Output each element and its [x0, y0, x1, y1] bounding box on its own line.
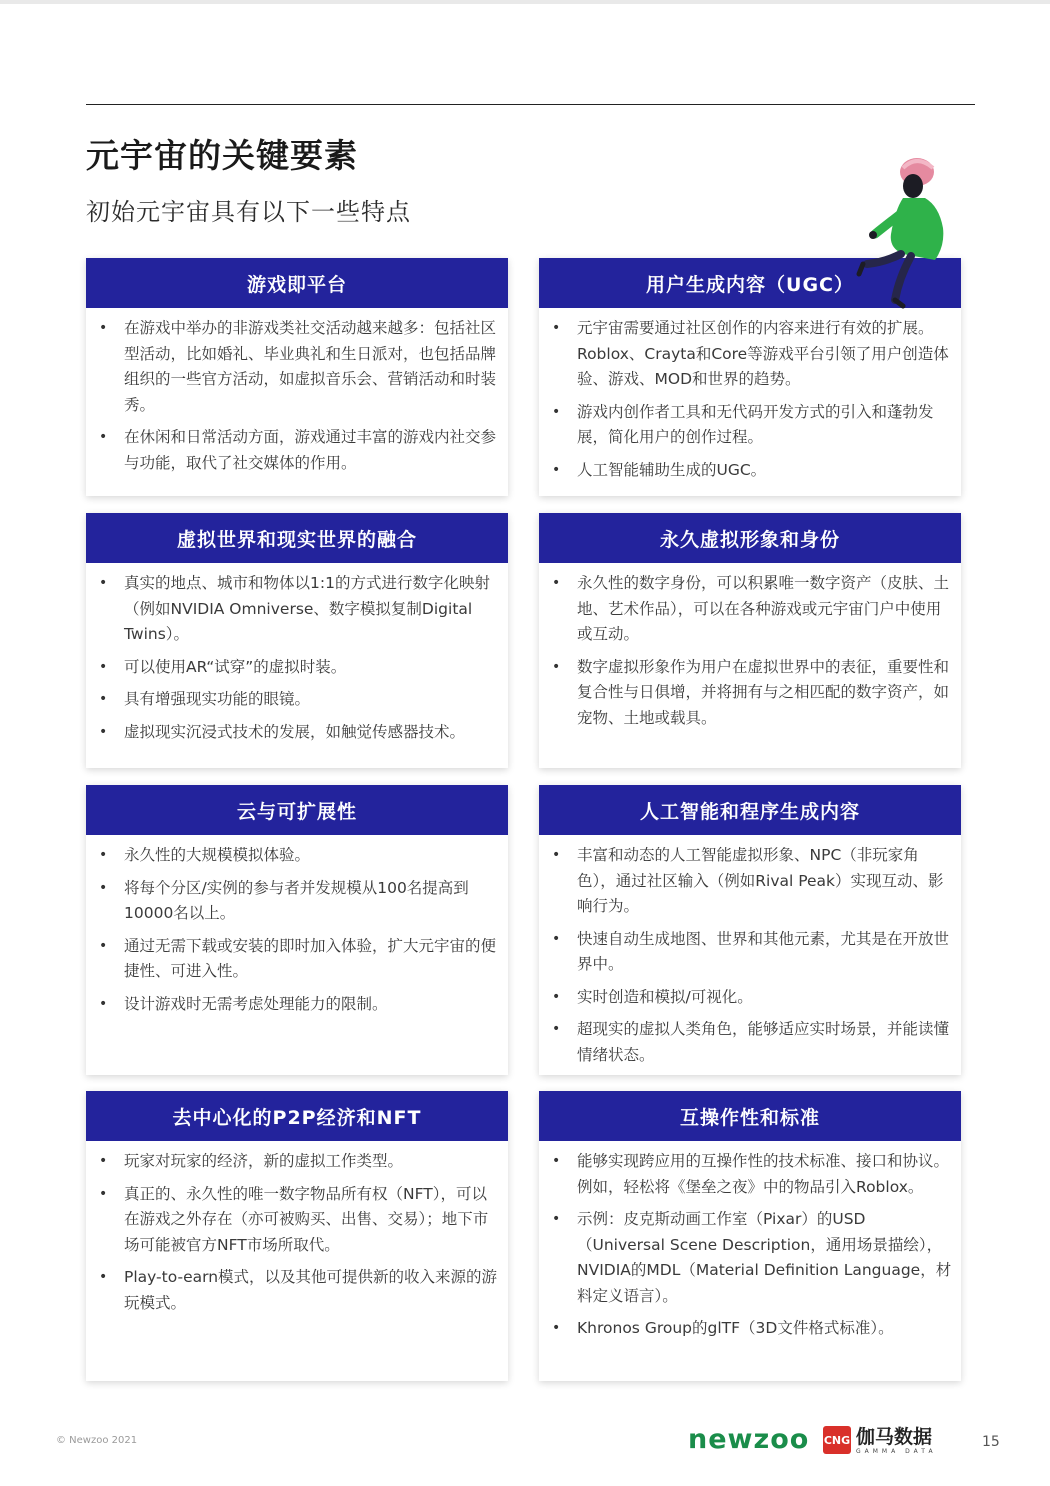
card-title: 虚拟世界和现实世界的融合 — [86, 513, 508, 563]
list-item: • 可以使用AR“试穿”的虚拟时装。 — [124, 655, 500, 681]
list-item: • 快速自动生成地图、世界和其他元素，尤其是在开放世界中。 — [577, 927, 953, 978]
card-title: 去中心化的P2P经济和NFT — [86, 1091, 508, 1141]
gamma-en-text: GAMMA DATA — [856, 1448, 937, 1455]
sitting-person-illustration — [855, 150, 950, 315]
list-item: • 数字虚拟形象作为用户在虚拟世界中的表征，重要性和复合性与日俱增，并将拥有与之相匹配的数字资产，如宠物、土地或载具。 — [577, 655, 953, 732]
page-number: 15 — [982, 1434, 1000, 1450]
card-cloud-scalability — [86, 785, 508, 1075]
bullet-list — [539, 835, 961, 1068]
bullet-list — [539, 1141, 961, 1342]
card-p2p-economy-nft — [86, 1091, 508, 1381]
bullet-list — [539, 563, 961, 731]
list-item: • 丰富和动态的人工智能虚拟形象、NPC（非玩家角色），通过社区输入（例如Rival Peak）实现互动、影响行为。 — [577, 843, 953, 920]
list-item: • 真正的、永久性的唯一数字物品所有权（NFT），可以在游戏之外存在（亦可被购买、出售、交易）；地下市场可能被官方NFT市场所取代。 — [124, 1182, 500, 1259]
bullet-list — [86, 563, 508, 745]
list-item: • 玩家对玩家的经济，新的虚拟工作类型。 — [124, 1149, 500, 1175]
list-item: • 游戏内创作者工具和无代码开发方式的引入和蓬勃发展，简化用户的创作过程。 — [577, 400, 953, 451]
card-title: 云与可扩展性 — [86, 785, 508, 835]
card-title: 互操作性和标准 — [539, 1091, 961, 1141]
card-interoperability — [539, 1091, 961, 1381]
bullet-list — [86, 308, 508, 476]
page-title: 元宇宙的关键要素 — [86, 136, 358, 175]
bullet-list — [86, 1141, 508, 1316]
gamma-cn-text: 伽马数据 — [856, 1426, 933, 1448]
newzoo-logo: newzoo — [688, 1424, 810, 1455]
header-rule — [86, 104, 975, 105]
list-item: • 人工智能辅助生成的UGC。 — [577, 458, 953, 484]
list-item: • 具有增强现实功能的眼镜。 — [124, 687, 500, 713]
list-item: • Play-to-earn模式，以及其他可提供新的收入来源的游玩模式。 — [124, 1265, 500, 1316]
card-title: 游戏即平台 — [86, 258, 508, 308]
card-title: 人工智能和程序生成内容 — [539, 785, 961, 835]
gamma-data-logo — [823, 1426, 937, 1456]
list-item: • 在休闲和日常活动方面，游戏通过丰富的游戏内社交参与功能，取代了社交媒体的作用。 — [124, 425, 500, 476]
card-virtual-real-fusion — [86, 513, 508, 768]
card-ai-procedural — [539, 785, 961, 1075]
page-subtitle: 初始元宇宙具有以下一些特点 — [86, 198, 411, 226]
list-item: • 超现实的虚拟人类角色，能够适应实时场景，并能读懂情绪状态。 — [577, 1017, 953, 1068]
page-top-edge — [0, 0, 1050, 4]
list-item: • 在游戏中举办的非游戏类社交活动越来越多：包括社区型活动，比如婚礼、毕业典礼和生日派对，也包括品牌组织的一些官方活动，如虚拟音乐会、营销活动和时装秀。 — [124, 316, 500, 418]
list-item: • 元宇宙需要通过社区创作的内容来进行有效的扩展。Roblox、Crayta和Core等游戏平台引领了用户创造体验、游戏、MOD和世界的趋势。 — [577, 316, 953, 393]
list-item: • 真实的地点、城市和物体以1:1的方式进行数字化映射（例如NVIDIA Omniverse、数字模拟复制Digital Twins）。 — [124, 571, 500, 648]
list-item: • 通过无需下载或安装的即时加入体验，扩大元宇宙的便捷性、可进入性。 — [124, 934, 500, 985]
list-item: • 虚拟现实沉浸式技术的发展，如触觉传感器技术。 — [124, 720, 500, 746]
list-item: • 能够实现跨应用的互操作性的技术标准、接口和协议。例如，轻松将《堡垒之夜》中的物品引入Roblox。 — [577, 1149, 953, 1200]
list-item: • 设计游戏时无需考虑处理能力的限制。 — [124, 992, 500, 1018]
list-item: • 示例：皮克斯动画工作室（Pixar）的USD（Universal Scene Description，通用场景描绘），NVIDIA的MDL（Material Definition Language，材料定义语言）。 — [577, 1207, 953, 1309]
card-title: 用户生成内容（UGC） — [539, 258, 961, 308]
list-item: • 永久性的大规模模拟体验。 — [124, 843, 500, 869]
bullet-list — [86, 835, 508, 1017]
list-item: • 将每个分区/实例的参与者并发规模从100名提高到10000名以上。 — [124, 876, 500, 927]
bullet-list — [539, 308, 961, 483]
gamma-mark-icon: CNG — [823, 1426, 851, 1454]
list-item: • Khronos Group的glTF（3D文件格式标准）。 — [577, 1316, 953, 1342]
list-item: • 永久性的数字身份，可以积累唯一数字资产（皮肤、土地、艺术作品），可以在各种游戏或元宇宙门户中使用或互动。 — [577, 571, 953, 648]
copyright-text: © Newzoo 2021 — [56, 1435, 138, 1446]
card-games-as-platform — [86, 258, 508, 496]
card-persistent-avatar — [539, 513, 961, 768]
card-title: 永久虚拟形象和身份 — [539, 513, 961, 563]
list-item: • 实时创造和模拟/可视化。 — [577, 985, 953, 1011]
